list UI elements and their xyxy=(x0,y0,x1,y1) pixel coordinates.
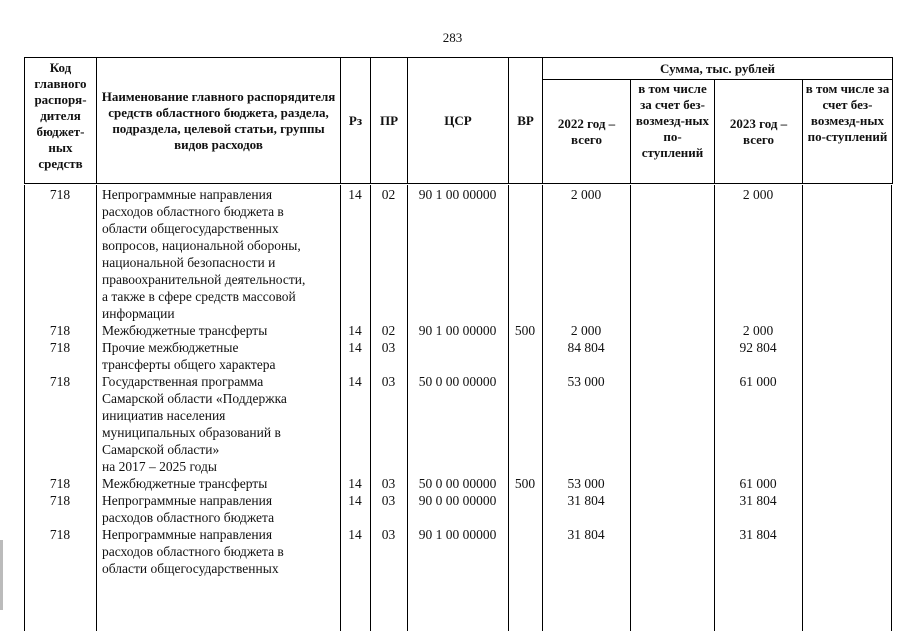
header-2022-incl: в том числе за счет без-возмезд-ных по-ступлений xyxy=(631,80,715,184)
cell-csr: 50 0 00 00000 xyxy=(418,374,497,389)
cell-2023: 31 804 xyxy=(739,527,777,542)
cell-2022: 53 000 xyxy=(567,374,605,389)
cell-rz: 14 xyxy=(348,476,362,491)
cell-vr: 500 xyxy=(514,323,536,338)
cell-2022: 31 804 xyxy=(567,493,605,508)
cell-code: 718 xyxy=(49,340,71,355)
table-header xyxy=(24,57,893,184)
cell-2022: 84 804 xyxy=(567,340,605,355)
header-rz: Рз xyxy=(341,58,371,184)
cell-csr: 90 0 00 00000 xyxy=(418,493,497,508)
cell-2023-incl xyxy=(802,339,892,373)
header-vr: ВР xyxy=(509,58,543,184)
cell-vr xyxy=(508,492,542,526)
table-row xyxy=(24,339,892,373)
cell-2023-incl xyxy=(802,492,892,526)
cell-2023-incl xyxy=(802,373,892,475)
cell-csr: 50 0 00 00000 xyxy=(418,476,497,491)
table-row xyxy=(24,186,892,322)
cell-code: 718 xyxy=(49,476,71,491)
header-csr: ЦСР xyxy=(408,58,509,184)
cell-2022-incl xyxy=(630,339,714,373)
scan-artifact xyxy=(0,540,3,610)
table-row xyxy=(24,475,892,492)
cell-code: 718 xyxy=(49,374,71,389)
cell-pr: 03 xyxy=(381,476,396,491)
table-row xyxy=(24,492,892,526)
cell-2022-incl xyxy=(630,186,714,322)
cell-2022: 2 000 xyxy=(570,187,602,202)
cell-rz: 14 xyxy=(348,323,362,338)
cell-2023-incl xyxy=(802,322,892,339)
cell-rz: 14 xyxy=(348,340,362,355)
cell-rz: 14 xyxy=(348,493,362,508)
header-2022-total: 2022 год – всего xyxy=(543,80,631,184)
header-2023-incl: в том числе за счет без-возмезд-ных по-ступлений xyxy=(803,80,893,184)
cell-code: 718 xyxy=(49,187,71,202)
cell-csr: 90 1 00 00000 xyxy=(418,527,497,542)
cell-2022-incl xyxy=(630,475,714,492)
header-name: Наименование главного распорядителя средств областного бюджета, раздела, подраздела, целевой статьи, группы видов расходов xyxy=(97,58,341,184)
cell-csr: 90 1 00 00000 xyxy=(418,323,497,338)
cell-pr: 03 xyxy=(381,340,396,355)
cell-name: Непрограммные направления расходов областного бюджета в области общегосударственных xyxy=(102,527,284,576)
cell-2022-incl xyxy=(630,492,714,526)
cell-2022-incl xyxy=(630,322,714,339)
cell-2023-incl xyxy=(802,475,892,492)
cell-name: Непрограммные направления расходов областного бюджета xyxy=(102,493,275,525)
cell-2023: 31 804 xyxy=(739,493,777,508)
table-row xyxy=(24,322,892,339)
cell-pr: 02 xyxy=(381,323,396,338)
cell-vr xyxy=(508,186,542,322)
cell-pr: 03 xyxy=(381,527,396,542)
cell-2022-incl xyxy=(630,526,714,577)
cell-2023-incl xyxy=(802,526,892,577)
cell-2022: 2 000 xyxy=(570,323,602,338)
header-pr: ПР xyxy=(371,58,408,184)
cell-2023: 92 804 xyxy=(739,340,777,355)
cell-name: Межбюджетные трансферты xyxy=(102,323,268,338)
cell-rz: 14 xyxy=(348,187,362,202)
cell-pr: 03 xyxy=(381,374,396,389)
cell-csr: 90 1 00 00000 xyxy=(418,187,497,202)
header-2023-total: 2023 год – всего xyxy=(715,80,803,184)
table-row xyxy=(24,526,892,577)
cell-code: 718 xyxy=(49,493,71,508)
cell-code: 718 xyxy=(49,527,71,542)
cell-vr: 500 xyxy=(514,476,536,491)
cell-pr: 03 xyxy=(381,493,396,508)
table-row xyxy=(24,373,892,475)
page-number: 283 xyxy=(442,30,463,45)
cell-rz: 14 xyxy=(348,527,362,542)
cell-vr xyxy=(508,526,542,577)
cell-2023: 2 000 xyxy=(742,323,774,338)
cell-name: Непрограммные направления расходов областного бюджета в области общегосударственных вопросов, национальной обороны, национальной безопасности и правоохранительной деятельности, а также в сфере средств массовой информации xyxy=(102,187,306,321)
cell-2022: 53 000 xyxy=(567,476,605,491)
cell-2022-incl xyxy=(630,373,714,475)
cell-2023: 61 000 xyxy=(739,374,777,389)
cell-name: Межбюджетные трансферты xyxy=(102,476,268,491)
cell-2022: 31 804 xyxy=(567,527,605,542)
cell-2023: 2 000 xyxy=(742,187,774,202)
cell-vr xyxy=(508,373,542,475)
cell-code: 718 xyxy=(49,323,71,338)
cell-vr xyxy=(508,339,542,373)
table-body xyxy=(24,186,892,577)
cell-2023: 61 000 xyxy=(739,476,777,491)
cell-rz: 14 xyxy=(348,374,362,389)
cell-csr xyxy=(407,339,508,373)
header-code: Код главного распоря-дителя бюджет-ных средств xyxy=(25,58,97,184)
cell-name: Прочие межбюджетные трансферты общего характера xyxy=(102,340,276,372)
cell-pr: 02 xyxy=(381,187,396,202)
cell-name: Государственная программа Самарской области «Поддержка инициатив населения муниципальных образований в Самарской области» на 2017 – 2025 годы xyxy=(102,374,287,474)
header-sum-group: Сумма, тыс. рублей xyxy=(543,58,893,80)
cell-2023-incl xyxy=(802,186,892,322)
